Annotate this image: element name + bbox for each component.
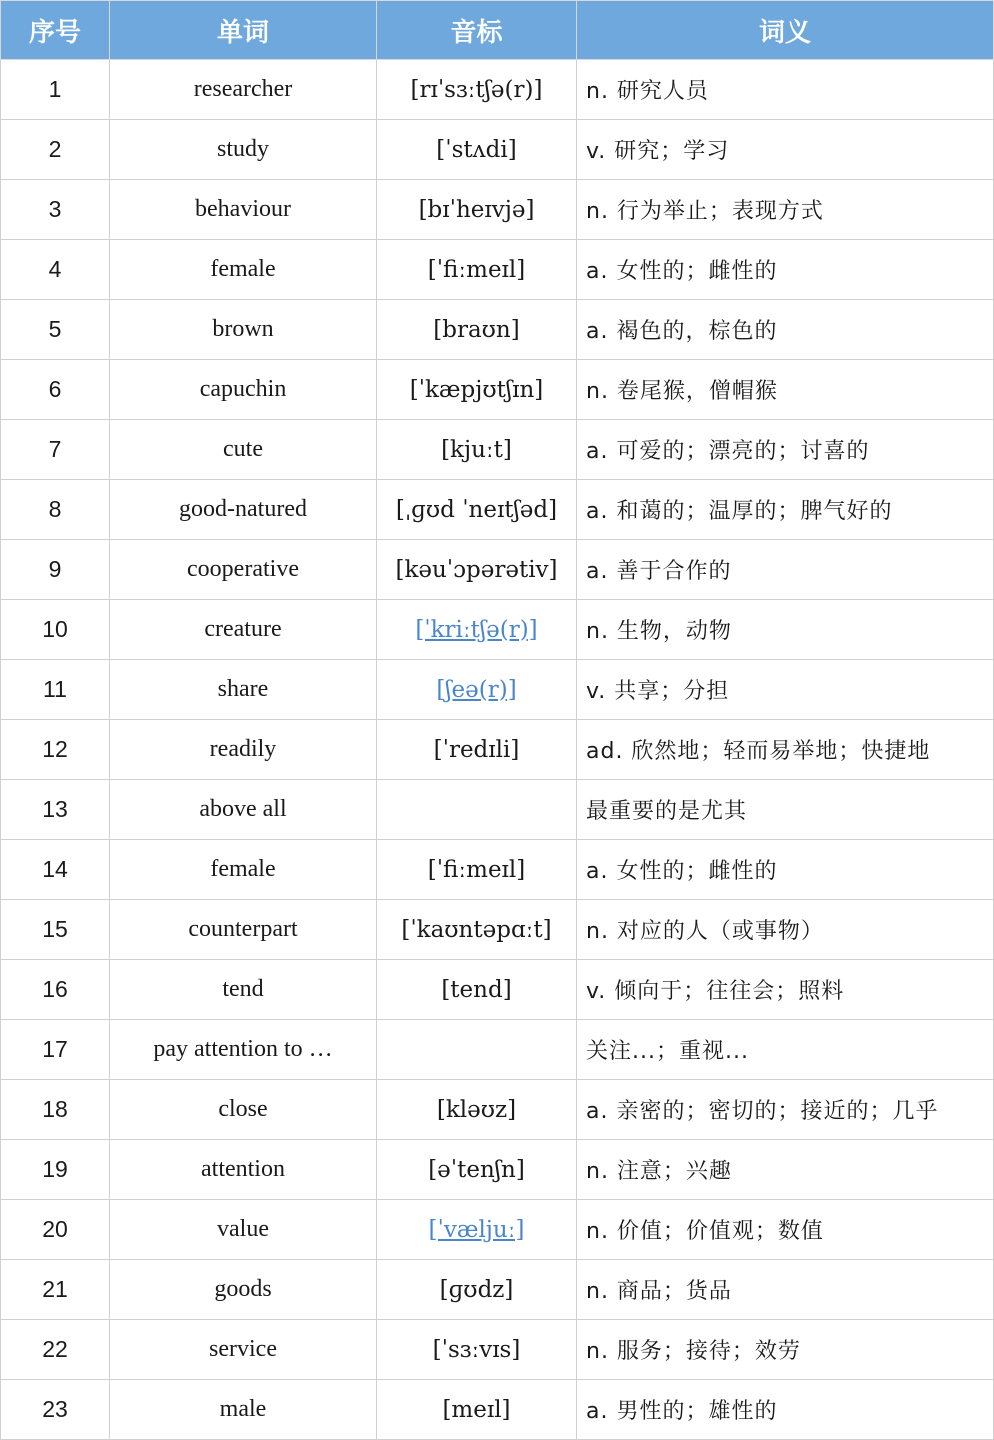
row-number: 1 xyxy=(1,60,110,120)
row-number: 6 xyxy=(1,360,110,420)
row-meaning: v. 研究；学习 xyxy=(577,120,994,180)
phonetic-text: [ˈsɜːvɪs] xyxy=(432,1336,521,1363)
table-row xyxy=(1,1380,994,1440)
phonetic-text: [ˈkaʊntəpɑːt] xyxy=(401,916,552,943)
row-number: 21 xyxy=(1,1260,110,1320)
header-word: 单词 xyxy=(110,1,377,60)
row-meaning: n. 价值；价值观；数值 xyxy=(577,1200,994,1260)
row-number: 18 xyxy=(1,1080,110,1140)
phonetic-text: [tend] xyxy=(441,976,512,1003)
row-meaning: a. 可爱的；漂亮的；讨喜的 xyxy=(577,420,994,480)
row-number: 23 xyxy=(1,1380,110,1440)
phonetic-text: [kjuːt] xyxy=(441,436,512,463)
row-number: 4 xyxy=(1,240,110,300)
table-body xyxy=(1,60,994,1440)
row-word: brown xyxy=(110,300,377,360)
table-row xyxy=(1,480,994,540)
phonetic-text: [bɪˈheɪvjə] xyxy=(418,196,535,223)
row-meaning: n. 服务；接待；效劳 xyxy=(577,1320,994,1380)
row-phonetic xyxy=(377,1020,577,1080)
phonetic-link[interactable]: [ˈvæljuː] xyxy=(428,1216,525,1243)
row-word: share xyxy=(110,660,377,720)
row-meaning: a. 褐色的，棕色的 xyxy=(577,300,994,360)
phonetic-text: [kəuˈɔpərətiv] xyxy=(395,556,558,583)
row-number: 2 xyxy=(1,120,110,180)
row-word: good-natured xyxy=(110,480,377,540)
row-word: female xyxy=(110,840,377,900)
row-number: 8 xyxy=(1,480,110,540)
row-phonetic xyxy=(377,360,577,420)
row-meaning: a. 男性的；雄性的 xyxy=(577,1380,994,1440)
phonetic-link[interactable]: [ʃeə(r)] xyxy=(436,676,517,703)
row-word: female xyxy=(110,240,377,300)
table-row xyxy=(1,1020,994,1080)
phonetic-text: [meɪl] xyxy=(442,1396,511,1423)
row-phonetic xyxy=(377,180,577,240)
table-row xyxy=(1,1140,994,1200)
row-number: 5 xyxy=(1,300,110,360)
row-word: pay attention to … xyxy=(110,1020,377,1080)
row-phonetic xyxy=(377,240,577,300)
row-number: 3 xyxy=(1,180,110,240)
row-number: 22 xyxy=(1,1320,110,1380)
header-number: 序号 xyxy=(1,1,110,60)
table-row xyxy=(1,240,994,300)
row-phonetic xyxy=(377,120,577,180)
row-phonetic xyxy=(377,540,577,600)
phonetic-text: [ˈkæpjʊtʃɪn] xyxy=(409,376,544,403)
table-row xyxy=(1,900,994,960)
row-phonetic xyxy=(377,1380,577,1440)
phonetic-link[interactable]: [ˈkriːtʃə(r)] xyxy=(415,616,538,643)
row-meaning: a. 和蔼的；温厚的；脾气好的 xyxy=(577,480,994,540)
row-word: counterpart xyxy=(110,900,377,960)
table-row xyxy=(1,1320,994,1380)
row-word: service xyxy=(110,1320,377,1380)
table-row xyxy=(1,180,994,240)
table-row xyxy=(1,1080,994,1140)
table-row xyxy=(1,600,994,660)
row-phonetic[interactable] xyxy=(377,660,577,720)
row-number: 12 xyxy=(1,720,110,780)
header-phonetic: 音标 xyxy=(377,1,577,60)
row-phonetic[interactable] xyxy=(377,600,577,660)
row-meaning: ad. 欣然地；轻而易举地；快捷地 xyxy=(577,720,994,780)
row-meaning: v. 共享；分担 xyxy=(577,660,994,720)
phonetic-text: [ˈstʌdi] xyxy=(436,136,517,163)
row-word: cooperative xyxy=(110,540,377,600)
phonetic-text: [kləʊz] xyxy=(436,1096,517,1123)
row-phonetic xyxy=(377,420,577,480)
row-phonetic xyxy=(377,840,577,900)
row-meaning: v. 倾向于；往往会；照料 xyxy=(577,960,994,1020)
phonetic-text: [braʊn] xyxy=(433,316,520,343)
row-number: 19 xyxy=(1,1140,110,1200)
table-row xyxy=(1,120,994,180)
row-number: 7 xyxy=(1,420,110,480)
phonetic-text: [ɡʊdz] xyxy=(439,1276,514,1303)
row-number: 17 xyxy=(1,1020,110,1080)
row-word: male xyxy=(110,1380,377,1440)
header-row xyxy=(1,1,994,60)
table-row xyxy=(1,840,994,900)
table-row xyxy=(1,1260,994,1320)
row-word: attention xyxy=(110,1140,377,1200)
row-meaning: a. 女性的；雌性的 xyxy=(577,840,994,900)
row-meaning: a. 女性的；雌性的 xyxy=(577,240,994,300)
row-number: 9 xyxy=(1,540,110,600)
table-row xyxy=(1,720,994,780)
row-phonetic xyxy=(377,300,577,360)
row-phonetic[interactable] xyxy=(377,1200,577,1260)
row-meaning: a. 亲密的；密切的；接近的；几乎 xyxy=(577,1080,994,1140)
row-word: capuchin xyxy=(110,360,377,420)
row-phonetic xyxy=(377,1080,577,1140)
row-meaning: n. 商品；货品 xyxy=(577,1260,994,1320)
row-word: researcher xyxy=(110,60,377,120)
row-word: close xyxy=(110,1080,377,1140)
row-meaning: n. 生物，动物 xyxy=(577,600,994,660)
row-word: value xyxy=(110,1200,377,1260)
row-phonetic xyxy=(377,1140,577,1200)
row-number: 20 xyxy=(1,1200,110,1260)
row-number: 15 xyxy=(1,900,110,960)
row-meaning: 关注...；重视... xyxy=(577,1020,994,1080)
row-word: goods xyxy=(110,1260,377,1320)
row-number: 16 xyxy=(1,960,110,1020)
row-meaning: n. 研究人员 xyxy=(577,60,994,120)
table-row xyxy=(1,960,994,1020)
row-meaning: n. 对应的人（或事物） xyxy=(577,900,994,960)
row-meaning: n. 卷尾猴，僧帽猴 xyxy=(577,360,994,420)
row-phonetic xyxy=(377,960,577,1020)
row-phonetic xyxy=(377,60,577,120)
row-meaning: n. 注意；兴趣 xyxy=(577,1140,994,1200)
row-number: 13 xyxy=(1,780,110,840)
phonetic-text: [ˈredɪli] xyxy=(433,736,520,763)
phonetic-text: [əˈtenʃn] xyxy=(428,1156,525,1183)
row-phonetic xyxy=(377,780,577,840)
row-meaning: n. 行为举止；表现方式 xyxy=(577,180,994,240)
row-word: tend xyxy=(110,960,377,1020)
row-phonetic xyxy=(377,480,577,540)
phonetic-text: [ˌɡʊd ˈneɪtʃəd] xyxy=(395,496,558,523)
row-phonetic xyxy=(377,1320,577,1380)
row-number: 11 xyxy=(1,660,110,720)
row-phonetic xyxy=(377,1260,577,1320)
table-row xyxy=(1,540,994,600)
table-row xyxy=(1,60,994,120)
row-word: cute xyxy=(110,420,377,480)
row-meaning: a. 善于合作的 xyxy=(577,540,994,600)
phonetic-text: [ˈfiːmeɪl] xyxy=(427,856,526,883)
table-row xyxy=(1,300,994,360)
row-phonetic xyxy=(377,720,577,780)
table-header xyxy=(1,1,994,60)
row-word: behaviour xyxy=(110,180,377,240)
table-row xyxy=(1,360,994,420)
phonetic-text: [ˈfiːmeɪl] xyxy=(427,256,526,283)
table-row xyxy=(1,660,994,720)
row-meaning: 最重要的是尤其 xyxy=(577,780,994,840)
header-meaning: 词义 xyxy=(577,1,994,60)
phonetic-text: [rɪˈsɜːtʃə(r)] xyxy=(410,76,543,103)
row-word: above all xyxy=(110,780,377,840)
row-word: study xyxy=(110,120,377,180)
table-row xyxy=(1,420,994,480)
row-phonetic xyxy=(377,900,577,960)
row-word: readily xyxy=(110,720,377,780)
row-word: creature xyxy=(110,600,377,660)
row-number: 14 xyxy=(1,840,110,900)
table-row xyxy=(1,780,994,840)
row-number: 10 xyxy=(1,600,110,660)
table-row xyxy=(1,1200,994,1260)
